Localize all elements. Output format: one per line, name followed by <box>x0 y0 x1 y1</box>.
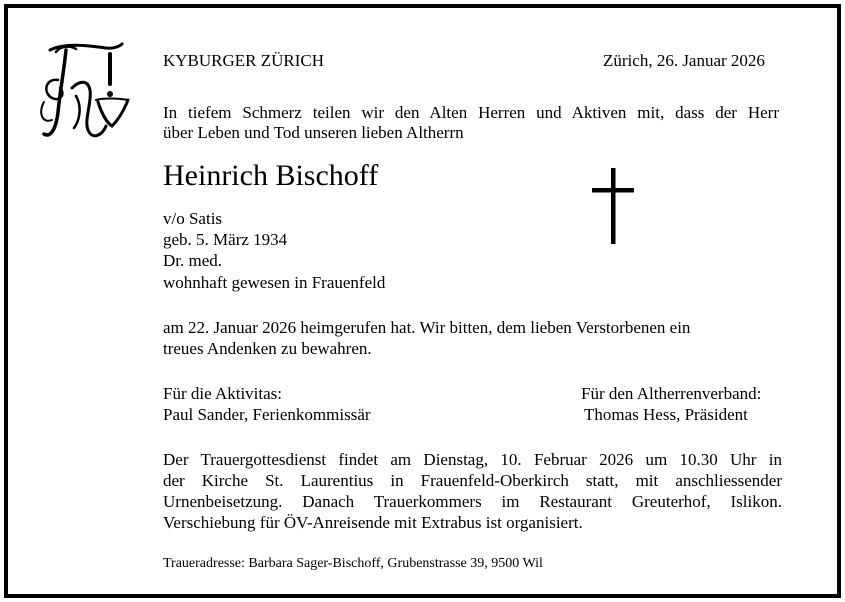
passing-line-1: am 22. Januar 2026 heimgerufen hat. Wir bitten, dem lieben Verstorbenen ein <box>163 318 691 337</box>
fraternity-monogram-logo <box>36 40 136 148</box>
service-line-4: Verschiebung für ÖV-Anreisende mit Extrabus ist organisiert. <box>163 513 583 532</box>
service-line-2: der Kirche St. Laurentius in Frauenfeld-Oberkirch statt, mit anschliessender <box>163 471 782 490</box>
association-name: KYBURGER ZÜRICH <box>163 51 325 70</box>
cross-icon <box>592 168 634 246</box>
deceased-residence: wohnhaft gewesen in Frauenfeld <box>163 273 386 292</box>
service-line-3: Urnenbeisetzung. Danach Trauerkommers im Restaurant Greuterhof, Islikon. <box>163 492 782 511</box>
deceased-born: geb. 5. März 1934 <box>163 230 288 249</box>
mourning-address: Traueradresse: Barbara Sager-Bischoff, Grubenstrasse 39, 9500 Wil <box>163 556 543 571</box>
signatory-left-name: Paul Sander, Ferienkommissär <box>163 405 371 424</box>
intro-line-1: In tiefem Schmerz teilen wir den Alten Herren und Aktiven mit, dass der Herr <box>163 103 779 122</box>
passing-line-2: treues Andenken zu bewahren. <box>163 339 372 358</box>
place-date: Zürich, 26. Januar 2026 <box>603 51 765 70</box>
deceased-name: Heinrich Bischoff <box>163 159 379 192</box>
intro-line-2: über Leben und Tod unseren lieben Altherrn <box>163 123 464 142</box>
service-line-1: Der Trauergottesdienst findet am Dienstag, 10. Februar 2026 um 10.30 Uhr in <box>163 450 782 469</box>
signatory-right-label: Für den Altherrenverband: <box>581 384 762 403</box>
signatory-left-label: Für die Aktivitas: <box>163 384 282 403</box>
signatory-right-name: Thomas Hess, Präsident <box>584 405 748 424</box>
deceased-vulgo: v/o Satis <box>163 209 223 228</box>
deceased-title: Dr. med. <box>163 251 223 270</box>
